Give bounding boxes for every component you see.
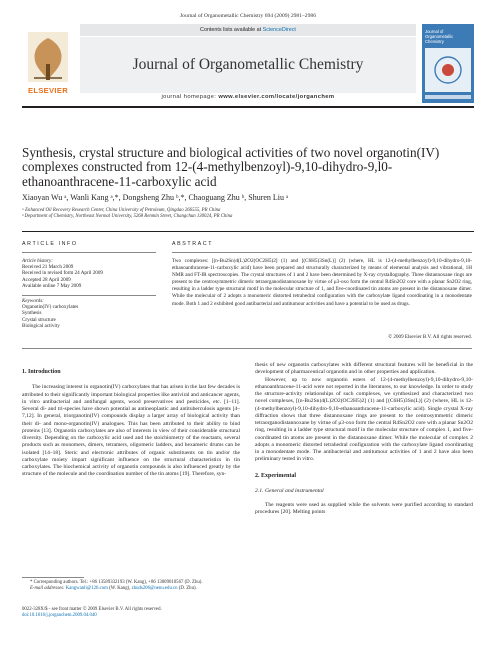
abstract-copyright: © 2009 Elsevier B.V. All rights reserved. (388, 334, 472, 340)
journal-cover-thumbnail (422, 24, 474, 103)
journal-masthead (80, 24, 416, 103)
journal-banner (22, 24, 474, 103)
article-title: Synthesis, crystal structure and biological activities of two novel organotin(IV) complexes constructed from 12-(4-methylbenzoyl)-9,10-dihydro-9,l0-ethanoanthracene-11-carboxylic acid (22, 145, 440, 189)
issn-line: 0022-328X/$ - see front matter © 2009 Elsevier B.V. All rights reserved. (22, 607, 162, 612)
subsection-heading-general: 2.1. General and instrumental (255, 487, 324, 494)
issn-doi (22, 607, 240, 620)
cover-title: Journal of Organometallic Chemistry (425, 29, 454, 44)
keyword: Synthesis (22, 310, 42, 317)
abstract-heading: ABSTRACT (172, 241, 214, 247)
journal-reference: Journal of Organometallic Chemistry 694 (2009) 2981–2986 (180, 13, 316, 19)
affiliations (22, 208, 232, 221)
keywords-rule (22, 295, 156, 296)
journal-homepage: journal homepage: www.elsevier.com/locate/jorganchem (161, 94, 335, 100)
keyword: Biological activity (22, 322, 60, 329)
journal-title: Journal of Organometallic Chemistry (132, 56, 364, 73)
author-list: Xiaoyan Wu ᵃ, Wanli Kang ᵃ,*, Dongsheng Zhu ᵇ,*, Chaoguang Zhu ᵇ, Shuren Liu ᵃ (22, 193, 289, 202)
affiliation-b: ᵇ Department of Chemistry, Northeast Normal University, 5268 Renmin Street, Changchun 130024, PR China (22, 214, 233, 220)
section-heading-introduction: 1. Introduction (22, 369, 61, 375)
footnotes (22, 580, 240, 593)
homepage-link[interactable]: www.elsevier.com/locate/jorganchem (218, 94, 335, 100)
contents-line: Contents lists available at ScienceDirect (80, 24, 416, 36)
article-history: Article history: Received 21 March 2009 Received in revised form 24 April 2009 Accepted 28 April 2009 Available online 7 May 2009 (22, 258, 156, 289)
intro-paragraph-2: However, up to now organotin esters of 12-(4-methylbenzoyl)-9,10-dihydro-9,10-ethanoanthracene-11-acid were not reported in the literatures, to our knowledge. In order to study the structure-activity relationships of such complexes, we synthesized and characterized two novel complexes, [(n-Bu2Sn)4(L)2O2(OC2H5)2] (1) and [(C6H5)3Sn(L)] (2) (where, HL is 12-(4-methylbenzoyl)-9,10-dihydro-9,10-ethanoanthracene-11-carboxylic acid). Single crystal X-ray diffraction shows that three distannoxane rings are present to the centrosymmetric dimeric tetraorganodistannoxane by virtue of μ3-oxo form the central R4Sn2O2 core with a planar Sn2O2 ring, resulting in a ladder type structural motif in the molecular structure of complex 1, and five-coordinated tin atoms are present in the distannoxane dimer. While the molecular of complex 2 adopts a monomeric distorted tetrahedral configuration with the carboxylate ligand coordinating in a monodentate mode. The antibacterial and antitumour activities of 1 and 2 have also been preliminary tested in vitro. (255, 376, 473, 463)
section-heading-experimental: 2. Experimental (255, 472, 296, 479)
doi-link[interactable]: doi:10.1016/j.jorganchem.2009.04.040 (22, 613, 97, 619)
email-link-zhu[interactable]: zhuds206@nenu.edu.cn (131, 586, 178, 592)
article-info-rule (22, 252, 156, 253)
keyword: Crystal structure (22, 316, 56, 323)
article-info-heading: ARTICLE INFO (22, 241, 78, 247)
footnote-rule (22, 577, 84, 578)
revised-date: Received in revised form 24 April 2009 (22, 270, 103, 277)
intro-paragraph-1-continued: thesis of new organotin carboxylates with different structural features will be beneficial in the development of pharmaceutical organotin and in other properties and application. (255, 362, 473, 376)
left-column (22, 369, 240, 479)
corresponding-author-note: * Corresponding authors. Tel.: +86 13589332193 (W. Kang), +86 13009010567 (D. Zhu). (30, 580, 203, 585)
email-link-kang[interactable]: Kangwanli@126.com (65, 586, 108, 592)
affiliation-a: ᵃ Enhanced Oil Recovery Research Center, China University of Petroleum, Qingdao 266555, PR China (22, 208, 221, 213)
keyword: Organotin(IV) carboxylates (22, 304, 79, 311)
received-date: Received 21 March 2009 (22, 264, 74, 271)
elsevier-logo (22, 30, 74, 98)
abstract-rule (172, 252, 472, 253)
keywords: Keywords: Organotin(IV) carboxylates Synthesis Crystal structure Biological activity (22, 298, 156, 329)
title-rule (22, 231, 474, 232)
intro-paragraph-1: The increasing interest in organotin(IV) carboxylates that has arisen in the last few decades is attributed to their significantly important biological properties like antiviral and anticancer agents, in vitro antibacterial and antifungal agents, wood preservatives and pesticides, etc. [1–11]. Several di- and tri-species have shown potential as antineoplastic and antituberculosis agents [4–7,12]. In general, triorganotin(IV) compounds display a larger array of biological activity than their di- and mono-organotin(IV) analogues. This has been attributed to their ability to bind proteins [13]. Organotin carboxylates are also of interests in view of their considerable structural diversity. Depending on the carboxylic acid used and the stoichiometry of the reactants, several products such as monomers, dimers, tetramers, oligomeric ladders, and hexameric drums can be isolated [14–18]. Steric and electronic attributes of organic substituents on tin and/or the carboxylate moiety impart significant influence on the structural characteristics in tin carboxylates. The biochemical activity of organotin compounds is also influenced greatly by the structure of the molecule and the coordination number of the tin atoms [19]. Therefore, syn- (22, 384, 240, 478)
right-column (255, 362, 473, 517)
online-date: Available online 7 May 2009 (22, 282, 82, 289)
email-addresses: E-mail addresses: Kangwanli@126.com (W. Kang), zhuds206@nenu.edu.cn (D. Zhu). (30, 586, 197, 592)
abstract-bottom-rule (22, 348, 472, 349)
publisher-name: ELSEVIER (28, 86, 68, 95)
sciencedirect-link[interactable]: ScienceDirect (262, 27, 296, 33)
experimental-paragraph-1: The reagents were used as supplied while the solvents were purified according to standard procedures [20]. Melting points (255, 502, 473, 516)
accepted-date: Accepted 28 April 2009 (22, 276, 71, 283)
abstract-text: Two complexes: [(n-Bu2Sn)4(L)2O2(OC2H5)2] (1) and [(C6H5)3Sn(L)] (2) (where, HL is 12-(4-methylbenzoyl)-9,10-dihydro-9,10-ethanoanthracene-11-carboxylic acid) have been prepared and structurally characterized by means of elemental analysis and vibrational, 1H NMR and FT-IR spectroscopies. The crystal structures of 1 and 2 have been determined by X-ray crystallography. Three distannoxane rings are present to the centrosymmetric dimeric tetraorganodistannoxane by virtue of μ3-oxo form the central R4Sn2O2 core with a planar Sn2O2 ring, resulting in a ladder type structural motif in the molecular structure of 1, and five-coordinated tin atoms are present in the distannoxane dimer. While the molecular of 2 adopts a monomeric distorted tetrahedral configuration with the carboxylate ligand coordinating in a monodentate mode. Both 1 and 2 exhibited good antibacterial and antitumour activities and have a potential to be used as drugs. (172, 258, 472, 307)
masthead-rule (22, 106, 474, 108)
